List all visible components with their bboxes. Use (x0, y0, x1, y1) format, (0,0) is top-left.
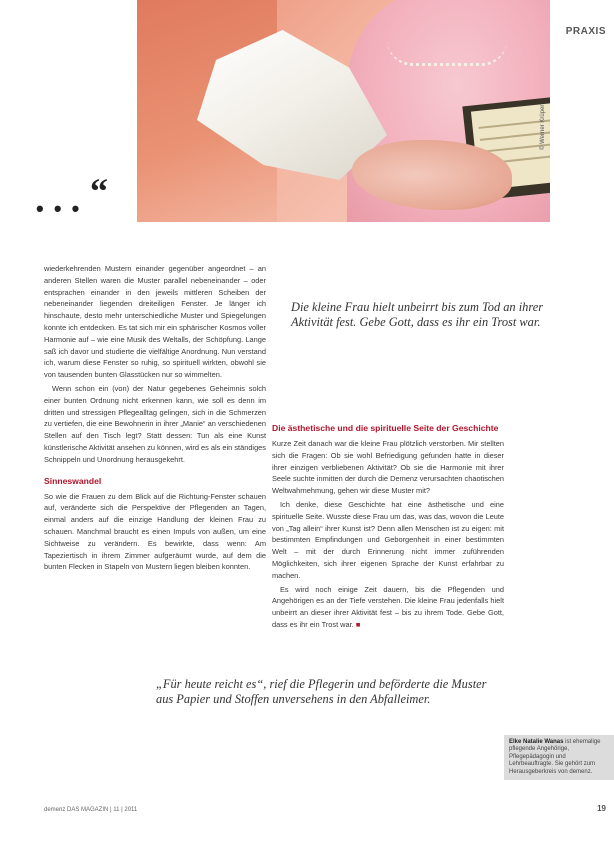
ellipsis-mark: • • • (36, 196, 82, 221)
heading-aesthetic: Die ästhetische und die spirituelle Seite der Geschichte (272, 423, 499, 433)
right-paragraph-3 (272, 584, 504, 631)
left-paragraph-1: wiederkehrenden Mustern einander gegenüber angeordnet – an anderen Stellen waren die Muster parallel nebeneinander – oder entsprachen einander in den jeweils mittleren Scheiben der nebeneinander liegenden dreiteiligen Fenster. Je länger ich hinschaute, desto mehr unterschiedliche Muster und Spiegelungen konnte ich entdecken. Es tat sich mir ein sphärischer Kosmos voller Harmonie auf – wie eine Musik des Weltalls, der Schöpfung. Lange saß ich davor und studierte die vielfältige Anordnung. Nun verstand ich, warum diese Fenster so ruhig, so spirituell wirkten, obwohl sie von tausenden bunten Glasstücken nur so wimmelten. (44, 264, 266, 380)
pull-quote-bottom: „Für heute reicht es“, rief die Pflegerin und beförderte die Muster aus Papier und Stoffen unversehens in den Abfalleimer. (156, 677, 487, 706)
quote-mark: “ (90, 171, 108, 211)
author-bio-text: ist ehemalige pflegende Angehörige, Pflegepädagogin und Lehrbeauftragte. Sie gehört zum Herausgeberkreis von demenz. (509, 739, 601, 775)
pull-quote-top: Die kleine Frau hielt unbeirrt bis zum Tod an ihrer Aktivität fest. Gebe Gott, dass es ihr ein Trost war. (291, 300, 544, 329)
left-column (44, 263, 266, 575)
section-label: PRAXIS (565, 26, 606, 37)
right-paragraph-1: Kurze Zeit danach war die kleine Frau plötzlich verstorben. Mir stellten sich die Fragen: Ob sie wohl Befriedigung gefunden hatte in dieser ihrer einzigen verbliebenen Aktivität? Ob sie die Harmonie mit ihrer Seele suchte inmitten der durch die Demenz verursachten chaotischen Weltwahrnehmung, gehen wir diese Muster mit? (272, 439, 504, 496)
end-mark: ■ (355, 619, 361, 629)
left-paragraph-3: So wie die Frauen zu dem Blick auf die Richtung-Fenster schauen auf, veränderte sich die Perspektive der Pflegenden an Tagen, einmal anders auf die einzige Handlung der kleinen Frau zu schauen. Manchmal braucht es einen Impuls von außen, um eine Sichtweise zu verändern. Es bewirkte, dass wenn: Am Tapeziertisch in ihrem Zimmer aufgeräumt wurde, auf dem die bunten Flecken in Stapeln von Mustern liegen bleiben konnten. (44, 491, 266, 572)
right-column (272, 423, 504, 633)
author-bio (504, 735, 614, 780)
right-paragraph-2: Ich denke, diese Geschichte hat eine ästhetische und eine spirituelle Seite. Wusste diese Frau um das, was das, wovon die Leute von „Tag allein“ ihrer Kunst ist? Denn allen Menschen ist zu eigen: mit bestimmten Empfindungen und Geborgenheit in einer bestimmten Welt – mit der durch Erinnerung nicht immer zuführenden Möglichkeiten, sich ihrer eigenen Sprache der Kunst erfahrbar zu machen. (272, 499, 504, 580)
heading-sinneswandel: Sinneswandel (44, 475, 102, 486)
page-number: 19 (597, 804, 606, 813)
left-paragraph-2: Wenn schon ein (von) der Natur gegebenes Geheimnis solch einer bunten Ordnung nicht erkennen kann, wie soll es denn im dritten und stressigen Pflegealltag gelingen, sich in die Schmerzen zu vertiefen, die eine Bewohnerin in ihrer „Manie“ an verschiedenen Stellen auf den Tisch legt? Statt dessen: Tun als eine Kunst künstlerische Aktivität ansehen zu können, wird es als ein ständiges Schnippeln und Unordnung herausgekehrt. (44, 383, 266, 464)
footer-publication: demenz DAS MAGAZIN | 11 | 2011 (44, 807, 138, 813)
photo-credit: © Werner Krüper (540, 104, 546, 150)
photo-pearl-necklace (387, 40, 507, 66)
author-name: Elke Natalie Wanas (509, 739, 564, 745)
right-paragraph-3-text: Es wird noch einige Zeit dauern, bis die Pflegenden und Angehörigen es an der Tiefe verstehen. Die kleine Frau jedenfalls hielt unbeirrt an dieser ihrer Aktivität fest – bis zu ihrem Tode. Gebe Gott, dass es ihr ein Trost war. (272, 584, 504, 629)
hero-photo (137, 0, 550, 222)
